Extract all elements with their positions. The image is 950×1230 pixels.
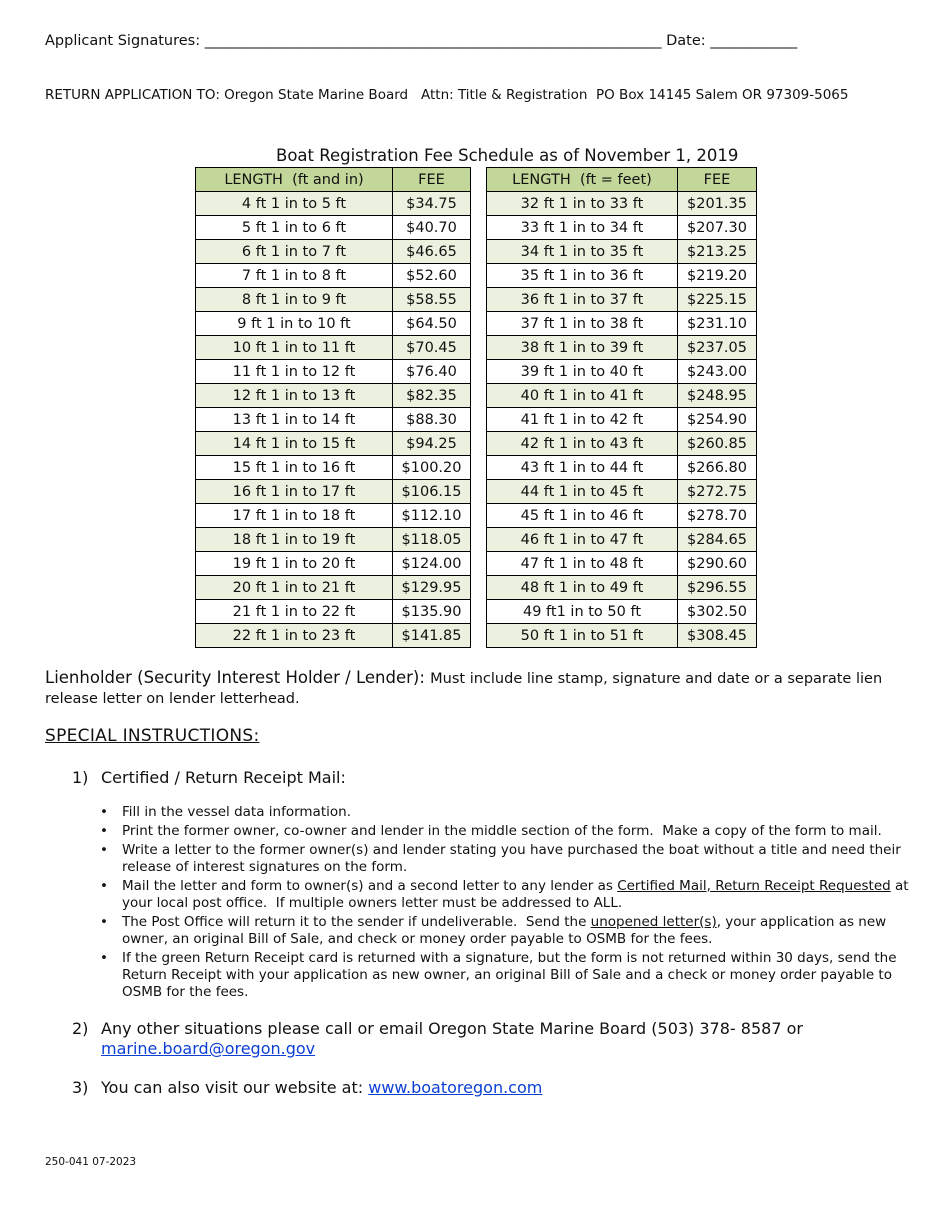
fee-cell: $237.05 bbox=[678, 336, 757, 360]
fee-cell: $129.95 bbox=[393, 576, 471, 600]
fee-cell: $124.00 bbox=[393, 552, 471, 576]
bullet-text: , your application as new owner, an original Bill of Sale, and check or money order payable to OSMB for the fees. bbox=[122, 914, 891, 947]
length-cell: 43 ft 1 in to 44 ft bbox=[487, 456, 678, 480]
list-item bbox=[100, 823, 910, 840]
signature-blank[interactable]: _______________________________________________________________ bbox=[204, 33, 662, 49]
length-cell: 9 ft 1 in to 10 ft bbox=[196, 312, 393, 336]
website-link[interactable]: www.boatoregon.com bbox=[368, 1078, 543, 1097]
fee-cell: $219.20 bbox=[678, 264, 757, 288]
table-row bbox=[487, 312, 757, 336]
fee-cell: $213.25 bbox=[678, 240, 757, 264]
length-cell: 49 ft1 in to 50 ft bbox=[487, 600, 678, 624]
length-cell: 32 ft 1 in to 33 ft bbox=[487, 192, 678, 216]
table-header-row bbox=[487, 168, 757, 192]
fee-cell: $207.30 bbox=[678, 216, 757, 240]
form-number: 250-041 07-2023 bbox=[45, 1156, 137, 1168]
fee-cell: $141.85 bbox=[393, 624, 471, 648]
table-row bbox=[487, 576, 757, 600]
length-cell: 44 ft 1 in to 45 ft bbox=[487, 480, 678, 504]
table-row bbox=[196, 288, 471, 312]
fee-cell: $88.30 bbox=[393, 408, 471, 432]
table-row bbox=[196, 312, 471, 336]
table-row bbox=[196, 552, 471, 576]
fee-cell: $112.10 bbox=[393, 504, 471, 528]
fee-cell: $254.90 bbox=[678, 408, 757, 432]
bullet-text: Write a letter to the former owner(s) and lender stating you have purchased the boat without a title and need their release of interest signatures on the form. bbox=[122, 842, 901, 875]
table-header-row bbox=[196, 168, 471, 192]
table-row bbox=[196, 576, 471, 600]
list-item bbox=[100, 842, 910, 876]
fee-cell: $82.35 bbox=[393, 384, 471, 408]
bullet-text: at your local post office. If multiple owners letter must be addressed to ALL. bbox=[122, 878, 913, 911]
item-title: Certified / Return Receipt Mail: bbox=[101, 768, 346, 787]
length-cell: 37 ft 1 in to 38 ft bbox=[487, 312, 678, 336]
lienholder-paragraph bbox=[45, 668, 925, 709]
length-cell: 12 ft 1 in to 13 ft bbox=[196, 384, 393, 408]
table-row bbox=[487, 384, 757, 408]
length-cell: 18 ft 1 in to 19 ft bbox=[196, 528, 393, 552]
table-row bbox=[196, 480, 471, 504]
length-cell: 34 ft 1 in to 35 ft bbox=[487, 240, 678, 264]
length-cell: 20 ft 1 in to 21 ft bbox=[196, 576, 393, 600]
table-row bbox=[196, 192, 471, 216]
item-text: You can also visit our website at: bbox=[101, 1078, 369, 1097]
length-cell: 45 ft 1 in to 46 ft bbox=[487, 504, 678, 528]
fee-header: FEE bbox=[393, 168, 471, 192]
date-blank[interactable]: ____________ bbox=[710, 33, 798, 49]
table-row bbox=[487, 600, 757, 624]
table-row bbox=[487, 360, 757, 384]
fee-cell: $302.50 bbox=[678, 600, 757, 624]
signature-label: Applicant Signatures: bbox=[45, 33, 205, 49]
length-cell: 21 ft 1 in to 22 ft bbox=[196, 600, 393, 624]
table-row bbox=[487, 216, 757, 240]
table-row bbox=[196, 504, 471, 528]
fee-header: FEE bbox=[678, 168, 757, 192]
fee-cell: $40.70 bbox=[393, 216, 471, 240]
fee-table-right bbox=[486, 167, 757, 648]
table-row bbox=[196, 432, 471, 456]
bullet-text: Print the former owner, co-owner and lender in the middle section of the form. Make a copy of the form to mail. bbox=[122, 823, 882, 839]
length-cell: 19 ft 1 in to 20 ft bbox=[196, 552, 393, 576]
bullet-text: Mail the letter and form to owner(s) and a second letter to any lender as bbox=[122, 878, 618, 894]
table-row bbox=[487, 504, 757, 528]
length-cell: 35 ft 1 in to 36 ft bbox=[487, 264, 678, 288]
item-number: 2) bbox=[72, 1019, 89, 1038]
unopened-letter-text: unopened letter(s) bbox=[590, 914, 717, 930]
length-cell: 39 ft 1 in to 40 ft bbox=[487, 360, 678, 384]
lienholder-label: Lienholder (Security Interest Holder / Lender): bbox=[45, 668, 431, 687]
fee-table-left bbox=[195, 167, 471, 648]
table-row bbox=[487, 456, 757, 480]
table-row bbox=[196, 264, 471, 288]
length-cell: 48 ft 1 in to 49 ft bbox=[487, 576, 678, 600]
fee-cell: $296.55 bbox=[678, 576, 757, 600]
certified-mail-text: Certified Mail, Return Receipt Requested bbox=[617, 878, 891, 894]
bullet-text: The Post Office will return it to the sender if undeliverable. Send the bbox=[122, 914, 591, 930]
item-number: 3) bbox=[72, 1078, 89, 1097]
fee-cell: $243.00 bbox=[678, 360, 757, 384]
table-row bbox=[196, 384, 471, 408]
length-cell: 4 ft 1 in to 5 ft bbox=[196, 192, 393, 216]
table-row bbox=[196, 240, 471, 264]
table-row bbox=[487, 336, 757, 360]
length-cell: 42 ft 1 in to 43 ft bbox=[487, 432, 678, 456]
email-link[interactable]: marine.board@oregon.gov bbox=[101, 1039, 316, 1058]
length-cell: 47 ft 1 in to 48 ft bbox=[487, 552, 678, 576]
length-cell: 17 ft 1 in to 18 ft bbox=[196, 504, 393, 528]
fee-cell: $266.80 bbox=[678, 456, 757, 480]
fee-cell: $278.70 bbox=[678, 504, 757, 528]
table-row bbox=[487, 288, 757, 312]
list-item bbox=[100, 878, 913, 912]
fee-cell: $308.45 bbox=[678, 624, 757, 648]
fee-cell: $231.10 bbox=[678, 312, 757, 336]
fee-cell: $272.75 bbox=[678, 480, 757, 504]
length-cell: 13 ft 1 in to 14 ft bbox=[196, 408, 393, 432]
table-row bbox=[196, 624, 471, 648]
length-cell: 14 ft 1 in to 15 ft bbox=[196, 432, 393, 456]
fee-cell: $34.75 bbox=[393, 192, 471, 216]
table-row bbox=[196, 528, 471, 552]
fee-cell: $100.20 bbox=[393, 456, 471, 480]
table-row bbox=[487, 240, 757, 264]
fee-cell: $201.35 bbox=[678, 192, 757, 216]
fee-cell: $94.25 bbox=[393, 432, 471, 456]
length-cell: 10 ft 1 in to 11 ft bbox=[196, 336, 393, 360]
length-cell: 6 ft 1 in to 7 ft bbox=[196, 240, 393, 264]
length-cell: 40 ft 1 in to 41 ft bbox=[487, 384, 678, 408]
fee-cell: $76.40 bbox=[393, 360, 471, 384]
list-item bbox=[100, 804, 910, 821]
fee-cell: $135.90 bbox=[393, 600, 471, 624]
length-cell: 22 ft 1 in to 23 ft bbox=[196, 624, 393, 648]
fee-cell: $70.45 bbox=[393, 336, 471, 360]
length-cell: 50 ft 1 in to 51 ft bbox=[487, 624, 678, 648]
instruction-bullet-list bbox=[100, 804, 913, 1003]
length-cell: 5 ft 1 in to 6 ft bbox=[196, 216, 393, 240]
fee-cell: $118.05 bbox=[393, 528, 471, 552]
item-text: Any other situations please call or email Oregon State Marine Board (503) 378- 8587 or bbox=[101, 1019, 803, 1038]
fee-cell: $64.50 bbox=[393, 312, 471, 336]
fee-cell: $46.65 bbox=[393, 240, 471, 264]
list-item bbox=[100, 950, 910, 1001]
fee-cell: $106.15 bbox=[393, 480, 471, 504]
fee-cell: $290.60 bbox=[678, 552, 757, 576]
table-row bbox=[487, 552, 757, 576]
special-instructions-heading: SPECIAL INSTRUCTIONS: bbox=[45, 726, 260, 746]
length-header: LENGTH (ft and in) bbox=[196, 168, 393, 192]
lienholder-text: Must include line stamp, signature and date or a separate lien release letter on lender letterhead. bbox=[45, 671, 883, 707]
bullet-text: Fill in the vessel data information. bbox=[122, 804, 351, 820]
table-row bbox=[487, 192, 757, 216]
signature-line bbox=[45, 33, 797, 49]
bullet-text: If the green Return Receipt card is returned with a signature, but the form is not returned within 30 days, send the Return Receipt with your application as new owner, an original Bill of Sale and a check or money order payable to OSMB for the fees. bbox=[122, 950, 897, 1000]
length-header: LENGTH (ft = feet) bbox=[487, 168, 678, 192]
length-cell: 8 ft 1 in to 9 ft bbox=[196, 288, 393, 312]
length-cell: 36 ft 1 in to 37 ft bbox=[487, 288, 678, 312]
table-row bbox=[487, 432, 757, 456]
length-cell: 33 ft 1 in to 34 ft bbox=[487, 216, 678, 240]
length-cell: 46 ft 1 in to 47 ft bbox=[487, 528, 678, 552]
fee-cell: $58.55 bbox=[393, 288, 471, 312]
list-item bbox=[100, 914, 910, 948]
table-row bbox=[487, 480, 757, 504]
return-address: Oregon State Marine Board Attn: Title & Registration PO Box 14145 Salem OR 97309-5065 bbox=[224, 87, 849, 103]
return-label: RETURN APPLICATION TO: bbox=[45, 87, 225, 103]
table-row bbox=[487, 264, 757, 288]
table-row bbox=[196, 408, 471, 432]
fee-schedule-title: Boat Registration Fee Schedule as of November 1, 2019 bbox=[276, 146, 739, 165]
return-address-line bbox=[45, 87, 849, 103]
fee-cell: $52.60 bbox=[393, 264, 471, 288]
item-text-block bbox=[101, 1078, 901, 1098]
length-cell: 11 ft 1 in to 12 ft bbox=[196, 360, 393, 384]
table-row bbox=[196, 360, 471, 384]
length-cell: 41 ft 1 in to 42 ft bbox=[487, 408, 678, 432]
table-row bbox=[487, 528, 757, 552]
table-row bbox=[196, 600, 471, 624]
item-text-block bbox=[101, 1019, 901, 1059]
table-row bbox=[196, 216, 471, 240]
item-number: 1) bbox=[72, 768, 89, 787]
fee-cell: $284.65 bbox=[678, 528, 757, 552]
fee-cell: $248.95 bbox=[678, 384, 757, 408]
fee-cell: $225.15 bbox=[678, 288, 757, 312]
fee-cell: $260.85 bbox=[678, 432, 757, 456]
length-cell: 15 ft 1 in to 16 ft bbox=[196, 456, 393, 480]
table-row bbox=[487, 624, 757, 648]
length-cell: 38 ft 1 in to 39 ft bbox=[487, 336, 678, 360]
length-cell: 16 ft 1 in to 17 ft bbox=[196, 480, 393, 504]
date-label: Date: bbox=[661, 33, 711, 49]
length-cell: 7 ft 1 in to 8 ft bbox=[196, 264, 393, 288]
table-row bbox=[196, 336, 471, 360]
table-row bbox=[196, 456, 471, 480]
table-row bbox=[487, 408, 757, 432]
